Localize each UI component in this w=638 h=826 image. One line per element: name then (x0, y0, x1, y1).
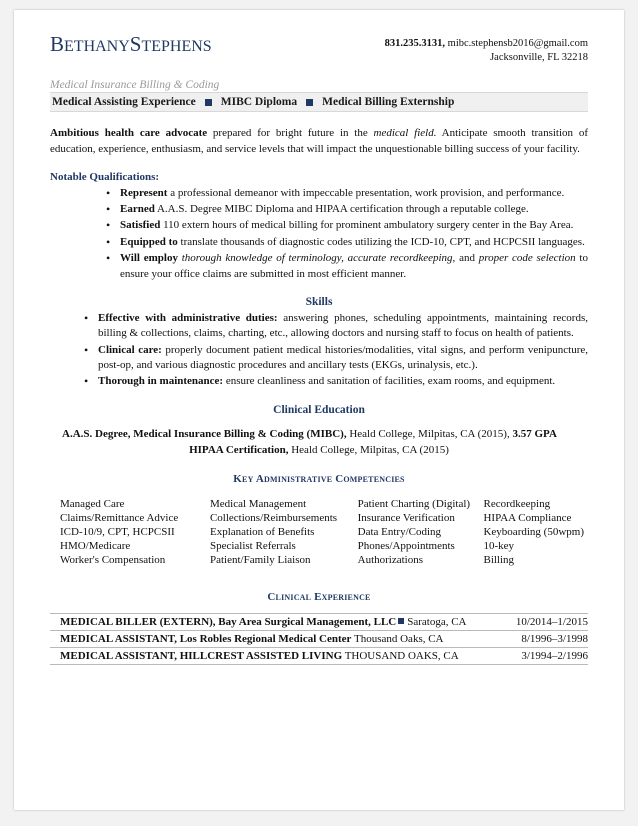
summary-italic-1: medical field. (373, 127, 437, 140)
contact-block (385, 32, 588, 65)
summary-paragraph (50, 126, 588, 157)
square-bullet-icon (398, 618, 404, 624)
list-item: • Clinical care: properly document patient medical histories/modalities, vital signs, and perform venipuncture, post-op, and various diagnostic procedures and ancillary tests (EKGs, urinalysis, etc.). (84, 343, 588, 374)
certification-title: HIPAA Certification, (189, 443, 289, 456)
headline-item-2: MIBC Diploma (220, 96, 298, 109)
experience-heading: Clinical Experience (267, 590, 371, 603)
summary-text-1: prepared for bright future in the (207, 127, 374, 140)
table-row: MEDICAL ASSISTANT, Los Robles Regional Medical Center Thousand Oaks, CA 8/1996–3/1998 (50, 630, 588, 647)
headline-item-1: Medical Assisting Experience (52, 96, 196, 109)
headline-item-3: Medical Billing Externship (322, 96, 455, 109)
summary-text-2: Anticipate smooth transition of education, experience, enthusiasm, and service levels that will impact the unquestionable billing success of your facility. (50, 127, 588, 155)
candidate-name (50, 32, 212, 57)
competencies-heading: Key Administrative Competencies (233, 472, 405, 485)
square-bullet-icon (205, 99, 212, 106)
first-name-initial: B (50, 32, 65, 56)
first-name-rest: ETHANY (64, 38, 130, 55)
skills-list (50, 311, 588, 390)
summary-lead: Ambitious health care advocate (50, 127, 208, 140)
list-item: • Will employ thorough knowledge of terminology, accurate recordkeeping, and proper code selection to ensure your office claims are submitted in most efficient manner. (106, 251, 588, 282)
table-row: ICD-10/9, CPT, HCPCSII Explanation of Benefits Data Entry/Coding Keyboarding (50wpm) (60, 525, 584, 538)
list-item: • Effective with administrative duties: answering phones, scheduling appointments, maintaining records, billing & collections, claims, charting, etc., allowing doctors and nursing staff to focus on health of patients. (84, 311, 588, 342)
square-bullet-icon (306, 99, 313, 106)
list-item: • Earned A.A.S. Degree MIBC Diploma and HIPAA certification through a reputable college. (106, 202, 588, 217)
experience-table (50, 613, 588, 665)
experience-dates: 8/1996–3/1998 (476, 630, 588, 647)
last-name-rest: TEPHENS (141, 38, 212, 55)
education-heading: Clinical Education (273, 403, 365, 416)
phone-number: 831.235.3131, (384, 38, 446, 49)
list-item: • Thorough in maintenance: ensure cleanliness and sanitation of facilities, exam rooms, and equipment. (84, 374, 588, 389)
skills-heading: Skills (305, 295, 333, 308)
city-state-zip: Jacksonville, FL 32218 (490, 52, 588, 64)
email-address[interactable]: mibc.stephensb2016@gmail.com (447, 38, 588, 49)
headline-bar (50, 92, 588, 112)
resume-header (50, 32, 588, 65)
qualifications-heading: Notable Qualifications: (50, 170, 160, 183)
competencies-table (50, 497, 588, 567)
table-row: MEDICAL BILLER (EXTERN), Bay Area Surgical Management, LLC Saratoga, CA 10/2014–1/2015 (50, 613, 588, 630)
list-item: • Satisfied 110 extern hours of medical billing for prominent ambulatory surgery center in the Bay Area. (106, 218, 588, 233)
education-block: A.A.S. Degree, Medical Insurance Billing & Coding (MIBC), Heald College, Milpitas, CA (2015), 3.57 GPA HIPAA Certification, Heald College, Milpitas, CA (2015) (62, 427, 557, 456)
table-row: Worker's Compensation Patient/Family Liaison Authorizations Billing (60, 553, 515, 566)
profession-tagline: Medical Insurance Billing & Coding (50, 79, 220, 92)
table-row: Claims/Remittance Advice Collections/Reimbursements Insurance Verification HIPAA Compliance (60, 511, 572, 524)
experience-dates: 3/1994–2/1996 (476, 647, 588, 664)
table-row: HMO/Medicare Specialist Referrals Phones/Appointments 10-key (60, 539, 515, 552)
qualifications-list (50, 186, 588, 282)
degree-title: A.A.S. Degree, Medical Insurance Billing & Coding (MIBC), (62, 427, 347, 440)
last-name-initial: S (129, 32, 142, 56)
list-item: • Represent a professional demeanor with impeccable presentation, work provision, and performance. (106, 186, 588, 201)
table-row: MEDICAL ASSISTANT, HILLCREST ASSISTED LIVING THOUSAND OAKS, CA 3/1994–2/1996 (50, 647, 588, 664)
experience-dates: 10/2014–1/2015 (476, 613, 588, 630)
resume-sheet (14, 10, 624, 810)
list-item: • Equipped to translate thousands of diagnostic codes utilizing the ICD-10, CPT, and HCPCSII languages. (106, 235, 588, 250)
table-row: Managed Care Medical Management Patient Charting (Digital) Recordkeeping (60, 497, 551, 510)
